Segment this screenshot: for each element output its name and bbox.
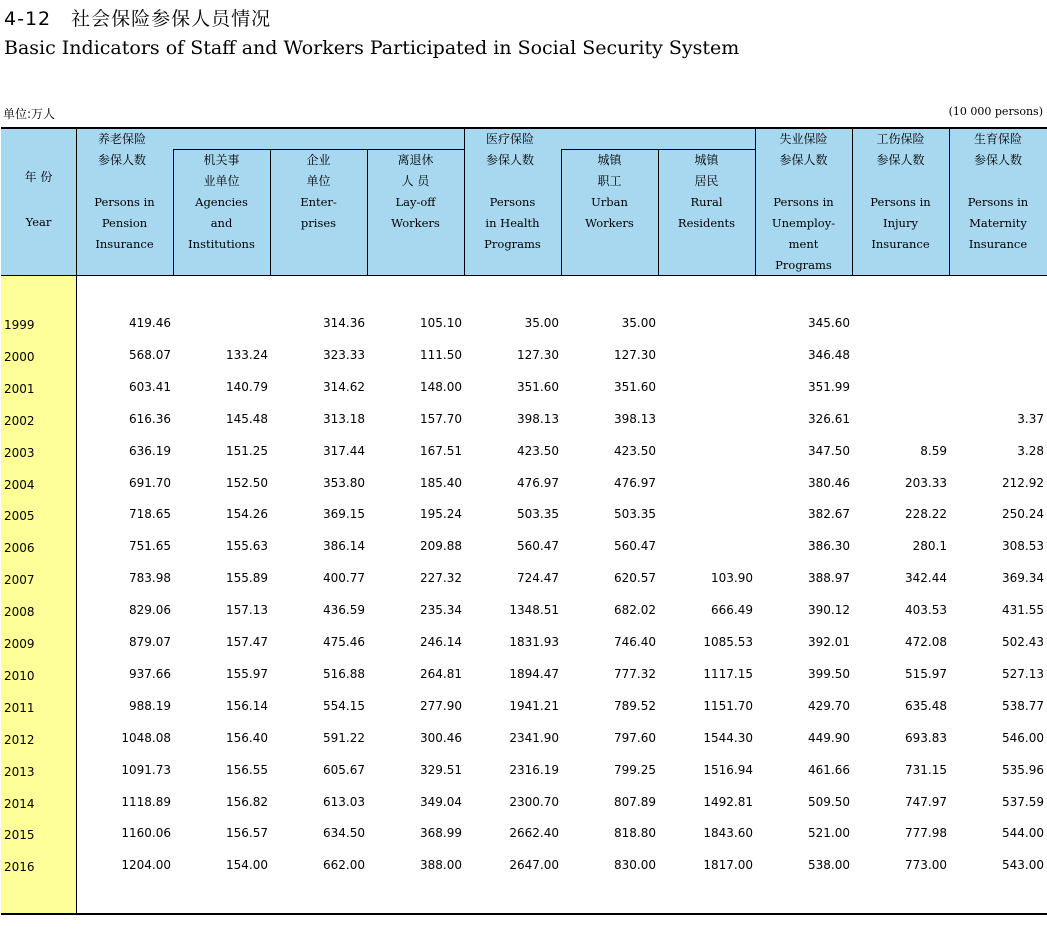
table-cell: 3.28 (1017, 444, 1044, 458)
table-cell: 148.00 (420, 380, 462, 394)
table-cell: 133.24 (226, 348, 268, 362)
table-cell: 151.25 (226, 444, 268, 458)
year-cell: 2003 (4, 446, 35, 460)
table-cell: 591.22 (323, 731, 365, 745)
table-cell: 799.25 (614, 763, 656, 777)
table-cell: 326.61 (808, 412, 850, 426)
table-cell: 783.98 (129, 571, 171, 585)
table-cell: 157.70 (420, 412, 462, 426)
table-cell: 682.02 (614, 603, 656, 617)
table-cell: 156.82 (226, 795, 268, 809)
table-cell: 1492.81 (703, 795, 753, 809)
table-cell: 423.50 (517, 444, 559, 458)
table-cell: 1544.30 (703, 731, 753, 745)
table-cell: 3.37 (1017, 412, 1044, 426)
table-cell: 346.48 (808, 348, 850, 362)
table-cell: 613.03 (323, 795, 365, 809)
table-cell: 155.97 (226, 667, 268, 681)
table-cell: 773.00 (905, 858, 947, 872)
unit-label-en: (10 000 persons) (948, 105, 1043, 118)
table-cell: 1117.15 (703, 667, 753, 681)
table-cell: 538.77 (1002, 699, 1044, 713)
year-cell: 2010 (4, 669, 35, 683)
table-cell: 1348.51 (509, 603, 559, 617)
year-cell: 2007 (4, 573, 35, 587)
table-cell: 1151.70 (703, 699, 753, 713)
table-cell: 747.97 (905, 795, 947, 809)
table-cell: 250.24 (1002, 507, 1044, 521)
table-cell: 476.97 (517, 476, 559, 490)
unit-label-zh: 单位:万人 (3, 107, 56, 121)
table-cell: 1894.47 (509, 667, 559, 681)
table-cell: 666.49 (711, 603, 753, 617)
table-cell: 154.26 (226, 507, 268, 521)
table-cell: 35.00 (621, 316, 656, 330)
table-cell: 1817.00 (703, 858, 753, 872)
table-cell: 1843.60 (703, 826, 753, 840)
table-cell: 830.00 (614, 858, 656, 872)
table-cell: 323.33 (323, 348, 365, 362)
year-cell: 2006 (4, 541, 35, 555)
table-cell: 156.14 (226, 699, 268, 713)
table-cell: 429.70 (808, 699, 850, 713)
table-cell: 127.30 (614, 348, 656, 362)
table-cell: 502.43 (1002, 635, 1044, 649)
header-layoff: 离退休 人 员 Lay-off Workers (391, 153, 440, 230)
year-cell: 2013 (4, 765, 35, 779)
table-cell: 235.34 (420, 603, 462, 617)
table-cell: 777.32 (614, 667, 656, 681)
table-cell: 509.50 (808, 795, 850, 809)
table-cell: 1048.08 (121, 731, 171, 745)
table-cell: 380.46 (808, 476, 850, 490)
table-cell: 152.50 (226, 476, 268, 490)
table-cell: 351.60 (614, 380, 656, 394)
table-cell: 1085.53 (703, 635, 753, 649)
table-cell: 616.36 (129, 412, 171, 426)
table-cell: 797.60 (614, 731, 656, 745)
table-cell: 620.57 (614, 571, 656, 585)
table-cell: 515.97 (905, 667, 947, 681)
table-cell: 724.47 (517, 571, 559, 585)
table-cell: 403.53 (905, 603, 947, 617)
table-cell: 554.15 (323, 699, 365, 713)
table-cell: 560.47 (517, 539, 559, 553)
year-cell: 2002 (4, 414, 35, 428)
table-cell: 156.40 (226, 731, 268, 745)
table-cell: 140.79 (226, 380, 268, 394)
table-cell: 1204.00 (121, 858, 171, 872)
table-cell: 203.33 (905, 476, 947, 490)
year-cell: 2008 (4, 605, 35, 619)
table-cell: 347.50 (808, 444, 850, 458)
table-cell: 423.50 (614, 444, 656, 458)
table-cell: 503.35 (614, 507, 656, 521)
table-cell: 431.55 (1002, 603, 1044, 617)
table-cell: 527.13 (1002, 667, 1044, 681)
table-cell: 156.57 (226, 826, 268, 840)
table-cell: 399.50 (808, 667, 850, 681)
table-cell: 777.98 (905, 826, 947, 840)
table-cell: 329.51 (420, 763, 462, 777)
table-cell: 349.04 (420, 795, 462, 809)
table-cell: 662.00 (323, 858, 365, 872)
table-cell: 398.13 (517, 412, 559, 426)
page-title-zh: 4-12 社会保险参保人员情况 (4, 8, 272, 30)
table-cell: 369.15 (323, 507, 365, 521)
table-cell: 691.70 (129, 476, 171, 490)
table-cell: 546.00 (1002, 731, 1044, 745)
year-cell: 2001 (4, 382, 35, 396)
header-health: 医疗保险 参保人数 Persons in Health Programs (484, 132, 541, 251)
year-cell: 2014 (4, 797, 35, 811)
table-cell: 879.07 (129, 635, 171, 649)
year-cell: 2015 (4, 828, 35, 842)
table-cell: 538.00 (808, 858, 850, 872)
table-cell: 731.15 (905, 763, 947, 777)
table-cell: 988.19 (129, 699, 171, 713)
table-cell: 1516.94 (703, 763, 753, 777)
table-cell: 516.88 (323, 667, 365, 681)
table-cell: 386.30 (808, 539, 850, 553)
year-column-background (1, 276, 76, 913)
table-cell: 521.00 (808, 826, 850, 840)
table-cell: 185.40 (420, 476, 462, 490)
table-cell: 195.24 (420, 507, 462, 521)
table-cell: 634.50 (323, 826, 365, 840)
table-cell: 2341.90 (509, 731, 559, 745)
table-cell: 317.44 (323, 444, 365, 458)
table-cell: 1091.73 (121, 763, 171, 777)
header-injury: 工伤保险 参保人数 Persons in Injury Insurance (870, 132, 931, 251)
table-cell: 400.77 (323, 571, 365, 585)
table-cell: 145.48 (226, 412, 268, 426)
table-cell: 228.22 (905, 507, 947, 521)
table-cell: 368.99 (420, 826, 462, 840)
table-cell: 300.46 (420, 731, 462, 745)
header-maternity: 生育保险 参保人数 Persons in Maternity Insurance (967, 132, 1029, 251)
table-cell: 212.92 (1002, 476, 1044, 490)
table-cell: 227.32 (420, 571, 462, 585)
table-cell: 345.60 (808, 316, 850, 330)
table-cell: 603.41 (129, 380, 171, 394)
table-cell: 103.90 (711, 571, 753, 585)
table-cell: 829.06 (129, 603, 171, 617)
table-cell: 277.90 (420, 699, 462, 713)
table-cell: 314.62 (323, 380, 365, 394)
table-cell: 353.80 (323, 476, 365, 490)
year-cell: 2016 (4, 860, 35, 874)
table-cell: 543.00 (1002, 858, 1044, 872)
table-cell: 111.50 (420, 348, 462, 362)
table-cell: 157.47 (226, 635, 268, 649)
table-cell: 472.08 (905, 635, 947, 649)
table-cell: 2316.19 (509, 763, 559, 777)
table-cell: 8.59 (920, 444, 947, 458)
table-cell: 155.89 (226, 571, 268, 585)
table-cell: 560.47 (614, 539, 656, 553)
table-cell: 313.18 (323, 412, 365, 426)
table-cell: 35.00 (524, 316, 559, 330)
table-cell: 314.36 (323, 316, 365, 330)
table-cell: 2647.00 (509, 858, 559, 872)
table-cell: 746.40 (614, 635, 656, 649)
table-cell: 382.67 (808, 507, 850, 521)
header-pension: 养老保险 参保人数 Persons in Pension Insurance (94, 132, 155, 251)
table-cell: 635.48 (905, 699, 947, 713)
table-cell: 419.46 (129, 316, 171, 330)
table-cell: 937.66 (129, 667, 171, 681)
header-unemployment: 失业保险 参保人数 Persons in Unemploy- ment Programs (771, 132, 836, 272)
page-title-en: Basic Indicators of Staff and Workers Participated in Social Security System (4, 37, 740, 59)
year-cell: 2009 (4, 637, 35, 651)
table-cell: 155.63 (226, 539, 268, 553)
table-cell: 398.13 (614, 412, 656, 426)
table-cell: 369.34 (1002, 571, 1044, 585)
table-cell: 386.14 (323, 539, 365, 553)
table-bottom-rule (1, 913, 1047, 915)
table-cell: 475.46 (323, 635, 365, 649)
table-cell: 751.65 (129, 539, 171, 553)
table-cell: 1160.06 (121, 826, 171, 840)
table-cell: 693.83 (905, 731, 947, 745)
data-table (1, 127, 1047, 916)
table-cell: 167.51 (420, 444, 462, 458)
year-cell: 2012 (4, 733, 35, 747)
table-cell: 789.52 (614, 699, 656, 713)
header-enterprises: 企业 单位 Enter- prises (300, 153, 337, 230)
table-cell: 503.35 (517, 507, 559, 521)
table-cell: 105.10 (420, 316, 462, 330)
table-cell: 154.00 (226, 858, 268, 872)
table-cell: 1831.93 (509, 635, 559, 649)
table-cell: 461.66 (808, 763, 850, 777)
table-cell: 308.53 (1002, 539, 1044, 553)
year-cell: 1999 (4, 318, 35, 332)
table-cell: 2662.40 (509, 826, 559, 840)
table-cell: 388.97 (808, 571, 850, 585)
table-cell: 568.07 (129, 348, 171, 362)
table-cell: 390.12 (808, 603, 850, 617)
table-cell: 718.65 (129, 507, 171, 521)
year-cell: 2000 (4, 350, 35, 364)
header-agencies: 机关事 业单位 Agencies and Institutions (188, 153, 255, 251)
table-cell: 544.00 (1002, 826, 1044, 840)
table-cell: 537.59 (1002, 795, 1044, 809)
table-cell: 127.30 (517, 348, 559, 362)
table-cell: 246.14 (420, 635, 462, 649)
table-cell: 209.88 (420, 539, 462, 553)
table-cell: 280.1 (912, 539, 947, 553)
header-year: 年 份 Year (24, 170, 53, 229)
table-cell: 636.19 (129, 444, 171, 458)
table-cell: 264.81 (420, 667, 462, 681)
table-cell: 605.67 (323, 763, 365, 777)
table-cell: 436.59 (323, 603, 365, 617)
table-cell: 1941.21 (509, 699, 559, 713)
table-cell: 157.13 (226, 603, 268, 617)
year-cell: 2011 (4, 701, 35, 715)
table-cell: 449.90 (808, 731, 850, 745)
table-cell: 156.55 (226, 763, 268, 777)
table-cell: 2300.70 (509, 795, 559, 809)
year-cell: 2005 (4, 509, 35, 523)
header-rural: 城镇 居民 Rural Residents (677, 153, 736, 230)
table-cell: 388.00 (420, 858, 462, 872)
table-cell: 476.97 (614, 476, 656, 490)
year-cell: 2004 (4, 478, 35, 492)
table-cell: 818.80 (614, 826, 656, 840)
table-cell: 351.60 (517, 380, 559, 394)
table-cell: 807.89 (614, 795, 656, 809)
table-cell: 392.01 (808, 635, 850, 649)
table-cell: 342.44 (905, 571, 947, 585)
table-cell: 535.96 (1002, 763, 1044, 777)
header-urban: 城镇 职工 Urban Workers (585, 153, 634, 230)
table-cell: 351.99 (808, 380, 850, 394)
table-cell: 1118.89 (121, 795, 171, 809)
